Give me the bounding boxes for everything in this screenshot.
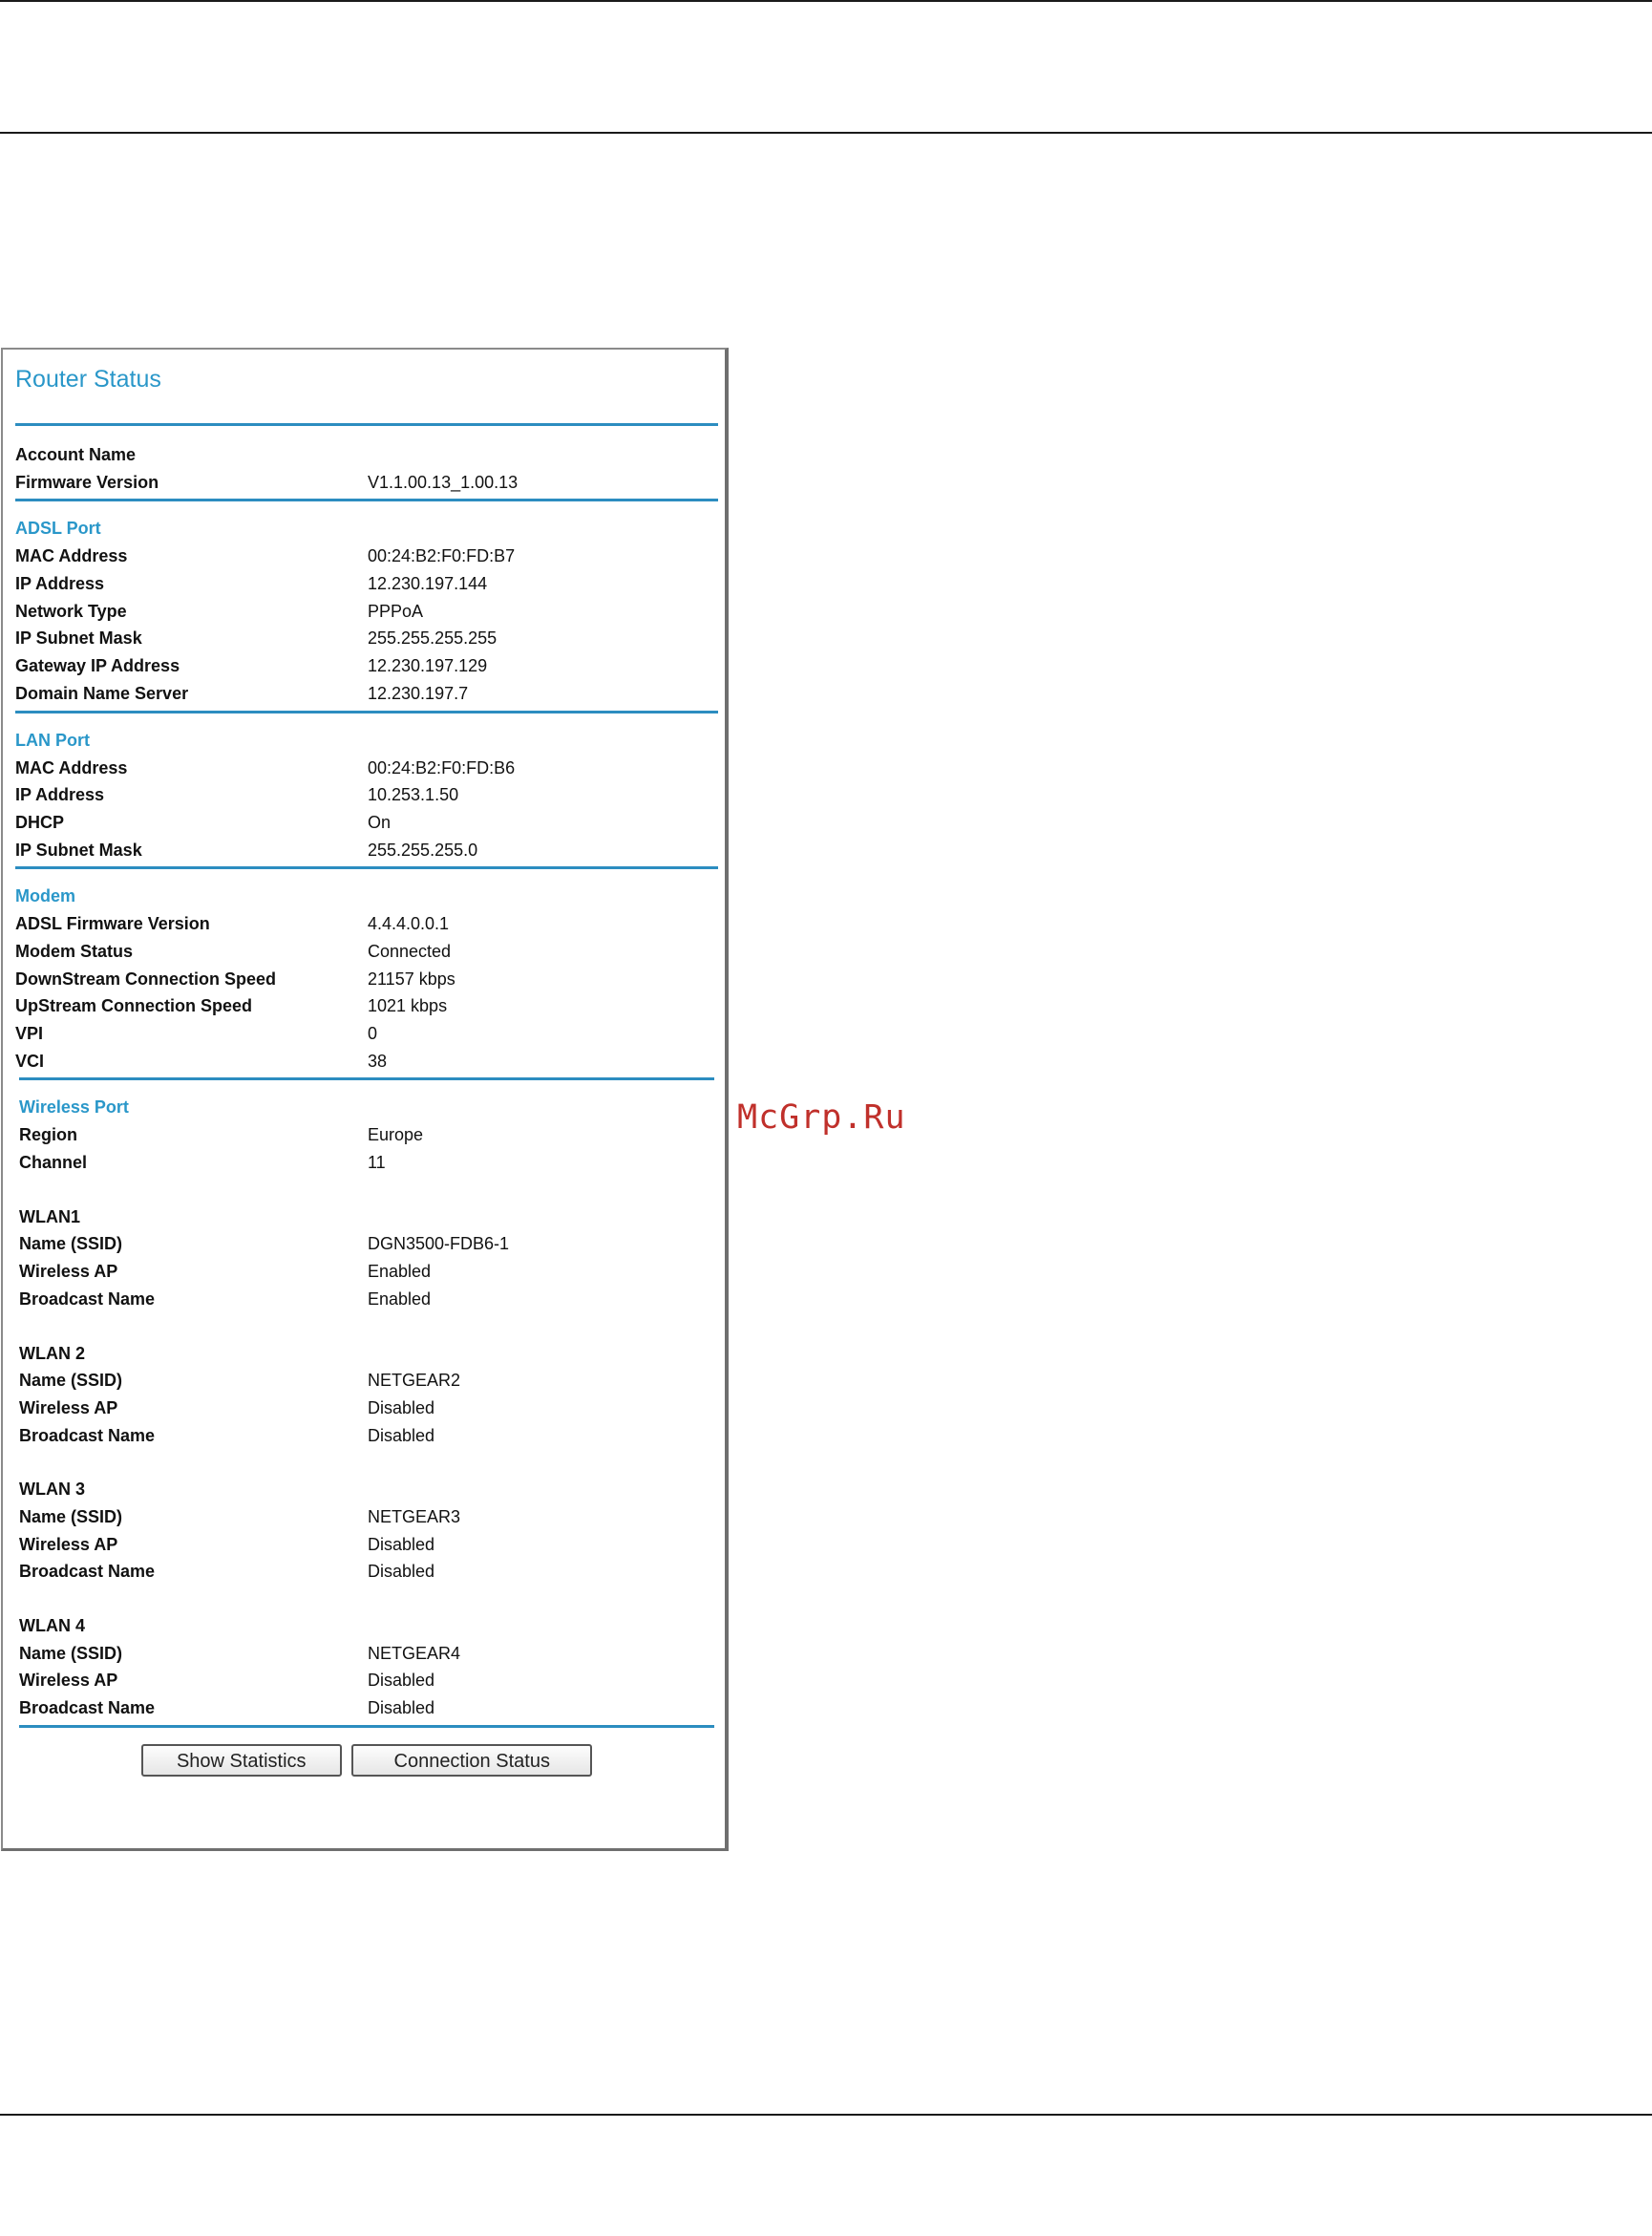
page-top-rule xyxy=(0,0,1652,2)
row-value: 0 xyxy=(368,1024,378,1043)
router-status-content xyxy=(15,365,718,1782)
row-label: Wireless AP xyxy=(19,1397,118,1417)
info-row xyxy=(15,837,718,864)
row-value: PPPoA xyxy=(368,601,424,621)
row-label: Modem Status xyxy=(15,941,134,961)
info-row xyxy=(19,1531,718,1559)
row-value: 00:24:B2:F0:FD:B7 xyxy=(368,546,516,566)
row-value: 10.253.1.50 xyxy=(368,785,459,805)
row-value: 21157 kbps xyxy=(368,969,455,989)
row-value: Disabled xyxy=(368,1562,435,1582)
row-value: Enabled xyxy=(368,1262,432,1282)
info-row xyxy=(15,625,718,652)
lan-port-section xyxy=(15,727,718,864)
row-label: Wireless AP xyxy=(19,1671,118,1691)
info-row xyxy=(19,1422,718,1450)
row-label: Wireless AP xyxy=(19,1262,118,1282)
section-divider xyxy=(19,1725,714,1728)
info-row xyxy=(19,1395,718,1422)
info-row xyxy=(15,652,718,680)
info-row xyxy=(19,1503,718,1531)
row-label: VCI xyxy=(15,1051,45,1071)
row-value: NETGEAR2 xyxy=(368,1371,461,1391)
adsl-port-section xyxy=(15,515,718,707)
row-label: UpStream Connection Speed xyxy=(15,996,253,1016)
account-section xyxy=(15,441,718,496)
page-header-rule xyxy=(0,132,1652,134)
info-row xyxy=(19,1121,718,1149)
info-row xyxy=(15,598,718,626)
info-row xyxy=(15,1048,718,1075)
section-title-adsl-port: ADSL Port xyxy=(15,519,101,539)
info-row xyxy=(19,1258,718,1286)
row-label: MAC Address xyxy=(15,757,128,777)
info-row-account-name xyxy=(15,441,718,469)
row-label: VPI xyxy=(15,1024,44,1043)
row-value: 12.230.197.144 xyxy=(368,574,488,594)
row-label: Name (SSID) xyxy=(19,1371,123,1391)
wlan-heading: WLAN 2 xyxy=(19,1343,85,1363)
row-value: Disabled xyxy=(368,1534,435,1554)
info-row xyxy=(15,992,718,1020)
page-footer-rule xyxy=(0,2114,1652,2116)
info-row-firmware-version xyxy=(15,469,718,497)
row-label: Region xyxy=(19,1125,77,1145)
row-label: Name (SSID) xyxy=(19,1506,123,1526)
row-value: 12.230.197.7 xyxy=(368,683,469,703)
row-value: 38 xyxy=(368,1051,388,1071)
wireless-port-section xyxy=(15,1094,718,1721)
row-value: 255.255.255.255 xyxy=(368,628,498,649)
row-value: Disabled xyxy=(368,1698,435,1718)
row-label: Domain Name Server xyxy=(15,683,189,703)
row-label: Broadcast Name xyxy=(19,1288,156,1309)
info-row xyxy=(15,966,718,993)
info-row xyxy=(15,680,718,708)
section-divider xyxy=(15,711,718,713)
section-divider xyxy=(19,1077,714,1080)
row-label: Broadcast Name xyxy=(19,1562,156,1582)
show-statistics-button[interactable]: Show Statistics xyxy=(141,1744,342,1777)
info-row xyxy=(15,809,718,837)
row-value: Enabled xyxy=(368,1288,432,1309)
row-value: 11 xyxy=(368,1153,386,1173)
row-label: DownStream Connection Speed xyxy=(15,969,277,989)
info-row xyxy=(15,938,718,966)
router-status-panel xyxy=(1,348,729,1851)
connection-status-button[interactable]: Connection Status xyxy=(351,1744,592,1777)
button-bar xyxy=(15,1744,718,1782)
wlan-heading: WLAN 4 xyxy=(19,1616,85,1635)
row-label: IP Address xyxy=(15,574,105,594)
section-title-lan-port: LAN Port xyxy=(15,730,90,750)
row-label: IP Subnet Mask xyxy=(15,840,142,860)
row-label: Name (SSID) xyxy=(19,1643,123,1663)
row-label: Name (SSID) xyxy=(19,1234,123,1254)
section-title-modem: Modem xyxy=(15,886,75,906)
row-label: Broadcast Name xyxy=(19,1425,156,1445)
row-label: ADSL Firmware Version xyxy=(15,914,210,934)
row-label: Broadcast Name xyxy=(19,1698,156,1718)
section-title-wireless-port: Wireless Port xyxy=(19,1097,129,1118)
info-row xyxy=(15,910,718,938)
row-value: V1.1.00.13_1.00.13 xyxy=(368,472,519,492)
section-divider xyxy=(15,866,718,869)
row-value: DGN3500-FDB6-1 xyxy=(368,1234,510,1254)
wlan-heading: WLAN 3 xyxy=(19,1480,85,1500)
row-label: IP Subnet Mask xyxy=(15,628,142,649)
section-divider xyxy=(15,499,718,501)
row-value: NETGEAR4 xyxy=(368,1643,461,1663)
info-row xyxy=(19,1558,718,1586)
info-row xyxy=(15,570,718,598)
row-value: Disabled xyxy=(368,1397,435,1417)
row-label: Gateway IP Address xyxy=(15,656,180,676)
modem-section xyxy=(15,883,718,1075)
info-row xyxy=(19,1667,718,1694)
row-value: 1021 kbps xyxy=(368,996,448,1016)
row-label: Network Type xyxy=(15,601,127,621)
row-value: 255.255.255.0 xyxy=(368,840,478,860)
row-value: Disabled xyxy=(368,1425,435,1445)
watermark-text: McGrp.Ru xyxy=(737,1098,906,1137)
info-row xyxy=(19,1640,718,1668)
row-value: 4.4.4.0.0.1 xyxy=(368,914,450,934)
row-label: Wireless AP xyxy=(19,1534,118,1554)
info-row xyxy=(19,1694,718,1722)
info-row xyxy=(15,1020,718,1048)
info-row xyxy=(15,543,718,570)
section-divider xyxy=(15,423,718,426)
row-label: Channel xyxy=(19,1153,88,1173)
row-value: Connected xyxy=(368,941,452,961)
wlan-heading: WLAN1 xyxy=(19,1206,80,1226)
info-row xyxy=(19,1367,718,1395)
row-value: 00:24:B2:F0:FD:B6 xyxy=(368,757,516,777)
info-row xyxy=(19,1149,718,1177)
row-label: IP Address xyxy=(15,785,105,805)
info-row xyxy=(15,755,718,782)
row-label: Firmware Version xyxy=(15,472,159,492)
row-value: 12.230.197.129 xyxy=(368,656,488,676)
info-row xyxy=(19,1230,718,1258)
row-label: DHCP xyxy=(15,812,65,832)
row-value: Disabled xyxy=(368,1671,435,1691)
info-row xyxy=(19,1286,718,1313)
row-label: MAC Address xyxy=(15,546,128,566)
row-value: Europe xyxy=(368,1125,424,1145)
row-value: NETGEAR3 xyxy=(368,1506,461,1526)
page-title: Router Status xyxy=(15,366,161,393)
row-value: On xyxy=(368,812,392,832)
info-row xyxy=(15,781,718,809)
row-label: Account Name xyxy=(15,445,137,464)
